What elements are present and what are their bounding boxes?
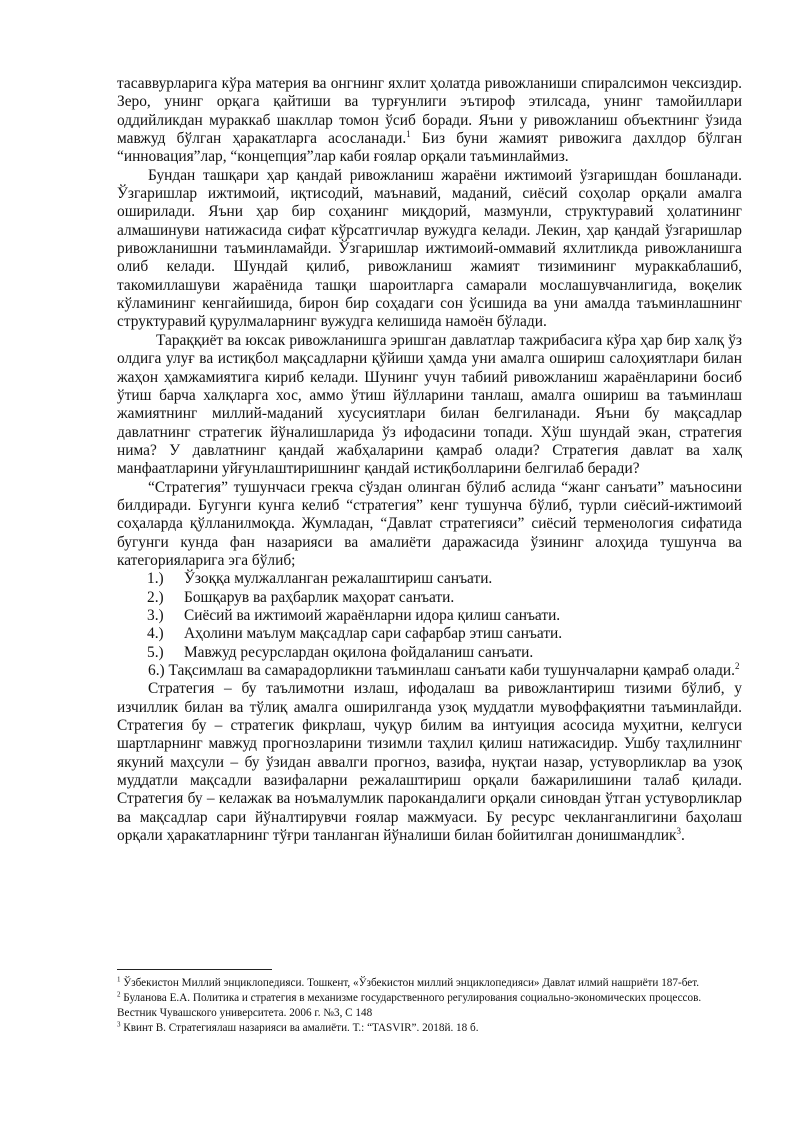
list-item: 4.) Аҳолини маълум мақсадлар сари сафарбар этиш санъати.	[147, 625, 563, 643]
footnote-ref-2: 2	[735, 660, 740, 671]
paragraph-4: “Стратегия” тушунчаси грекча сўздан олинган бўлиб аслида “жанг санъати” маъносини билдиради. Бугунги кунга келиб “стратегия” кенг тушунча бўлиб, турли сиёсий-ижтимоий соҳаларда қўлланилмоқда. Жумладан, “Давлат стратегияси” сиёсий терменология сифатида бугунги кунда фан назарияси ва амалиёти даражасида ўзининг алоҳида тушунча ва категорияларига эга бўлиб;	[117, 478, 742, 569]
main-text	[117, 75, 742, 845]
footnote-1: $^1$ Ўзбекистон Миллий энциклопедияси. Тошкент, «Ўзбекистон миллий энциклопедияси» Давлат илмий нашриёти 187-бет.	[117, 975, 700, 989]
list-item: 5.) Мавжуд ресурслардан оқилона фойдаланиш санъати.	[147, 643, 534, 661]
list-item-last: 6.) Тақсимлаш ва самарадорликни таъминлаш санъати каби тушунчаларни қамраб олади.$^2$	[148, 660, 740, 679]
paragraph-5: Стратегия – бу таълимотни излаш, ифодалаш ва ривожлантириш тизими бўлиб, у изчиллик билан ва тўлиқ амалга оширилганда узоқ муддатли мувоффақиятни таъминлайди. Стратегия бу – стратегик фикрлаш, чуқур билим ва интуиция асосида муҳитни, келгуси шартларнинг мавжуд прогнозларини тизимли таҳлил қилиш натижасидир. Ушбу таҳлилнинг якуний маҳсули – бу ўзидан аввалги прогноз, вазифа, нуқтаи назар, устуворликлар ва узоқ муддатли мақсадли вазифаларни режалаштириш орқали бажарилишини талаб қилади. Стратегия бу – келажак ва ноъмалумлик парокандалиги орқали синовдан ўтган устуворликлар ва мақсадлар сари йўналтирувчи ғоялар мажмуаси. Бу ресурс чекланганлигини баҳолаш орқали ҳаракатларнинг тўғри танланган йўналиши билан бойитилган донишмандлик$^3$.	[117, 680, 742, 845]
list-item: 2.) Бошқарув ва раҳбарлик маҳорат санъати.	[147, 588, 455, 606]
footnote-3: $^3$ Квинт В. Стратегиялаш назарияси ва амалиёти. Т.: “TASVIR”. 2018й. 18 б.	[117, 1020, 479, 1034]
footnote-ref-1: 1	[406, 128, 411, 139]
footnote-2: $^2$ Буланова Е.А. Политика и стратегия в механизме государственного регулирования социально-экономических процессов. Вестник Чувашского университета. 2006 г. №3, С 148	[117, 990, 702, 1019]
paragraph-3: Тараққиёт ва юксак ривожланишга эришган давлатлар тажрибасига кўра ҳар бир халқ ўз олдига улуғ ва истиқбол мақсадларни қўйиши ҳамда уни амалга ошириш салоҳиятлари билан жаҳон ҳамжамиятига кириб келади. Шунинг учун табиий ривожланиш жараёнларини босиб ўтиш барча халқларга хос, аммо ўтиш йўлларини танлаш, амалга ошириш ва таъминлаш жамиятнинг миллий-маданий хусусиятлари билан белгиланади. Яъни бу мақсадлар давлатнинг стратегик йўналишларида ўз ифодасини топади. Хўш шундай экан, стратегия нима? У давлатнинг қандай жабҳаларини қамраб олади? Стратегия давлат ва халқ манфаатларини уйғунлаштиришнинг қандай истиқболларини белгилаб беради?	[117, 331, 742, 478]
list-item: 1.) Ўзоққа мулжалланган режалаштириш санъати.	[147, 570, 493, 588]
paragraph-2: Бундан ташқари ҳар қандай ривожланиш жараёни ижтимоий ўзгаришдан бошланади. Ўзгаришлар ижтимоий, иқтисодий, маънавий, маданий, сиёсий соҳолар орқали амалга оширилади. Яъни ҳар бир соҳанинг миқдорий, мазмунли, структуравий ҳолатининг алмашинуви натижасида сифат кўрсатгичлар вужудга келади. Лекин, ҳар қандай ўзгаришлар ривожланишни таъминламайди. Ўзгаришлар ижтимоий-оммавий яхлитликда ривожланишга олиб келади. Шундай қилиб, ривожланиш жамият тизимининг мураккаблашиб, такомиллашуви жараёнида ташқи шароитларга самарали мослашувчанлигида, воқелик кўламининг кенгайишида, бирон бир соҳадаги сон ўсишида ва уни амалда таъминлашнинг структуравий қурулмаларнинг вужудга келишида намоён бўлади.	[117, 166, 742, 331]
strategy-definitions-list	[117, 570, 742, 662]
list-item: 3.) Сиёсий ва ижтимоий жараёнларни идора қилиш санъати.	[147, 606, 561, 624]
footnote-ref-3: 3	[676, 825, 682, 836]
footnotes	[117, 976, 742, 1036]
footnote-divider	[117, 969, 272, 970]
paragraph-1: тасаввурларига кўра материя ва онгнинг яхлит ҳолатда ривожланиши спиралсимон чексиздир. Зеро, унинг орқага қайтиши ва турғунлиги эътироф этилсада, унинг тамойиллари оддийликдан мураккаб шакллар томон ўсиб боради. Яъни у ривожланиш объектнинг ўзида мавжуд бўлган ҳаракатларга асосланади.$^1$ Биз буни жамият ривожига дахлдор бўлган “инновация”лар, “концепция”лар каби ғоялар орқали таъминлаймиз.	[117, 75, 742, 166]
